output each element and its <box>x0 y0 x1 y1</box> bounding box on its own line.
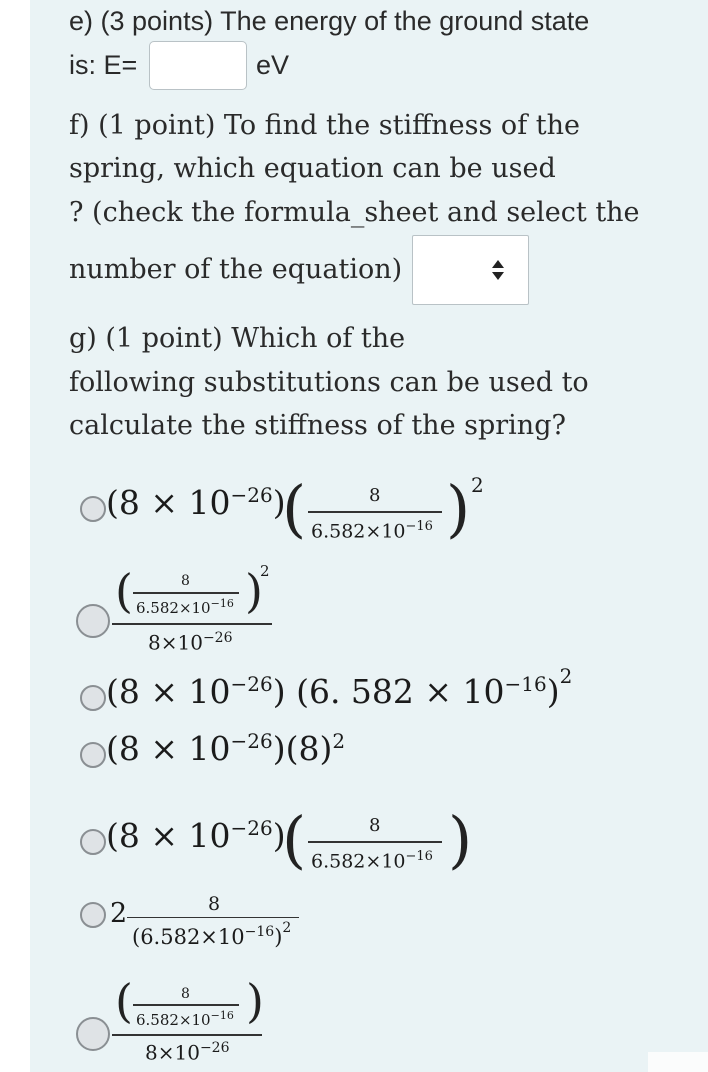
option-4-expression: $(8 \times 10^{-26})(8)^2$ <box>106 729 346 768</box>
updown-arrows-icon <box>490 257 506 283</box>
option-7-numerator: 8 <box>181 986 190 1002</box>
option-5-radio[interactable] <box>80 829 106 855</box>
option-7-close-paren: ) <box>246 974 264 1028</box>
option-7-open-paren: ( <box>115 974 133 1028</box>
option-7-radio[interactable] <box>76 1017 110 1051</box>
question-f-line1: f) (1 point) To find the stiffness of the <box>69 110 580 141</box>
energy-input[interactable] <box>149 41 247 90</box>
question-f-line4: number of the equation) <box>69 254 403 285</box>
question-g-line2: following substitutions can be used to <box>69 367 589 398</box>
corner-patch <box>648 1052 708 1072</box>
option-6-denominator: $(6.582\times 10^{-16})^2$ <box>132 920 292 949</box>
option-1-lead: $(8 \times 10^{-26})$ <box>106 483 286 522</box>
option-5-lead: $(8 \times 10^{-26})$ <box>106 816 286 855</box>
energy-unit: eV <box>256 50 290 80</box>
option-1-power: 2 <box>471 473 484 497</box>
option-1-radio[interactable] <box>80 496 106 522</box>
option-7-inner-bar <box>133 1004 239 1006</box>
option-3-radio[interactable] <box>80 685 106 711</box>
option-2-open-paren: ( <box>115 564 133 618</box>
question-g-line1: g) (1 point) Which of the <box>69 323 406 354</box>
option-6-fraction-bar <box>127 917 299 918</box>
option-7-main-bar <box>112 1034 262 1036</box>
option-1-denominator: $6.582\times 10^{-16}$ <box>311 519 433 543</box>
option-5-fraction-bar <box>308 841 442 843</box>
option-2-radio[interactable] <box>76 604 110 638</box>
option-5-close-paren: ) <box>448 803 473 876</box>
question-f-line2: spring, which equation can be used <box>69 153 556 184</box>
option-2-power: 2 <box>260 562 270 580</box>
option-1-numerator: 8 <box>369 485 381 506</box>
option-5-open-paren: ( <box>282 803 307 876</box>
option-2-inner-denominator: $6.582\times 10^{-16}$ <box>136 597 234 617</box>
option-1-fraction-bar <box>308 511 442 513</box>
option-2-close-paren: ) <box>245 564 263 618</box>
option-2-numerator: 8 <box>181 573 190 589</box>
option-2-denominator: $8\times 10^{-26}$ <box>148 630 233 655</box>
option-6-coefficient: 2 <box>110 898 128 929</box>
question-g-line3: calculate the stiffness of the spring? <box>69 410 566 441</box>
equation-select[interactable] <box>412 235 529 305</box>
option-7-denominator: $8\times 10^{-26}$ <box>145 1040 230 1065</box>
option-2-main-bar <box>112 623 272 625</box>
option-5-denominator: $6.582\times 10^{-16}$ <box>311 849 433 873</box>
option-1-open-paren: ( <box>282 472 307 545</box>
option-3-expression: $(8 \times 10^{-26})$ (6. $582 \times 10^{-16})^2$ <box>106 664 573 711</box>
option-7-inner-denominator: $6.582\times 10^{-16}$ <box>136 1009 234 1029</box>
question-f-line3: ? (check the formula_sheet and select the <box>69 197 640 228</box>
option-2-inner-bar <box>133 592 239 594</box>
question-e-prefix: is: E= <box>69 50 138 80</box>
question-e-text: e) (3 points) The energy of the ground state <box>69 6 590 36</box>
option-6-numerator: 8 <box>208 893 221 915</box>
option-1-close-paren: ) <box>446 472 471 545</box>
option-4-radio[interactable] <box>80 742 106 768</box>
option-6-radio[interactable] <box>80 902 106 928</box>
option-5-numerator: 8 <box>369 815 381 836</box>
left-margin <box>0 0 30 1072</box>
